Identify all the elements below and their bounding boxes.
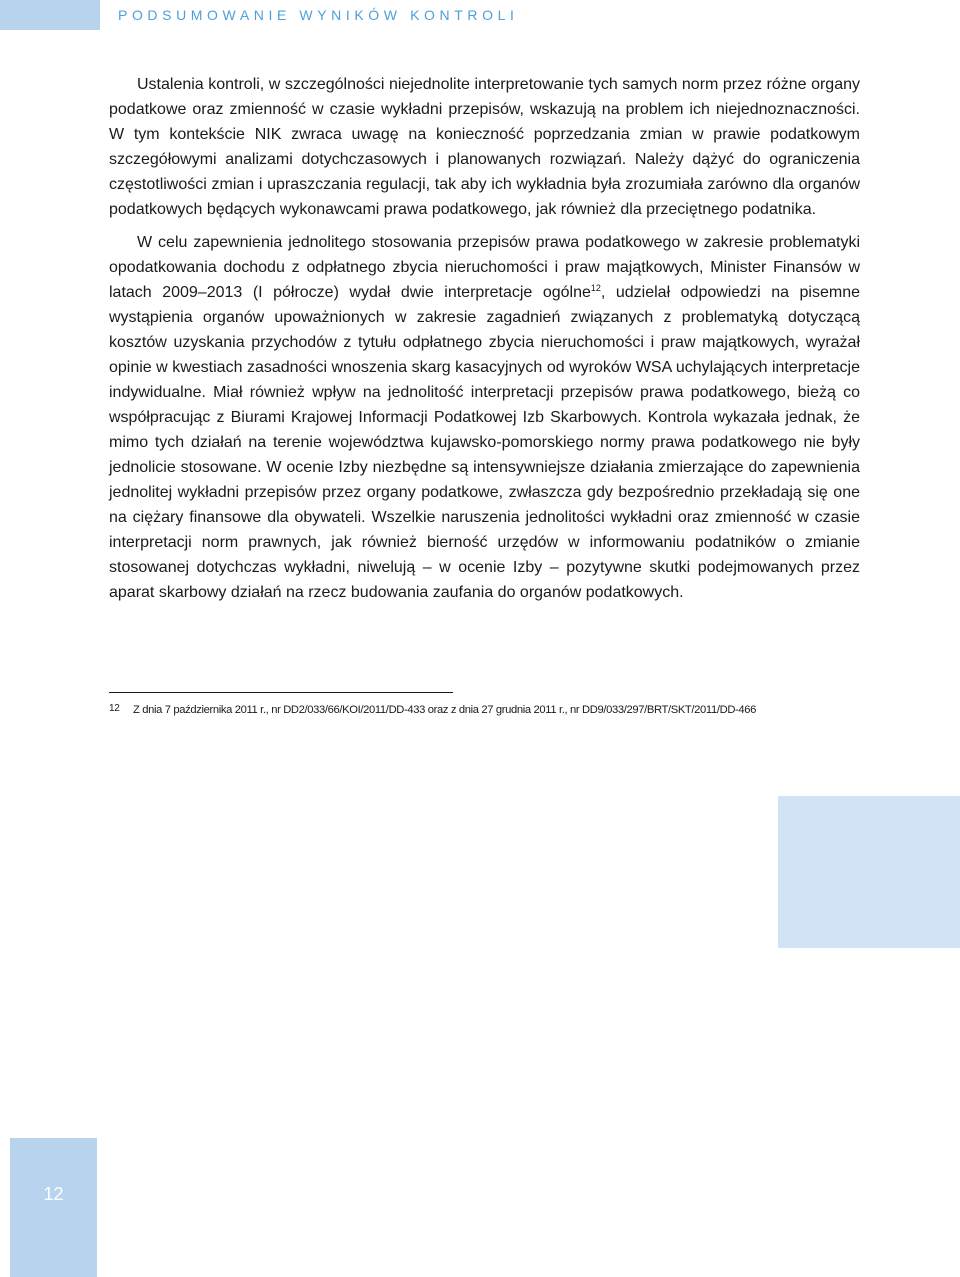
header-color-band xyxy=(0,0,100,30)
footnote-divider xyxy=(109,692,453,693)
paragraph-1: Ustalenia kontroli, w szczególności niejednolite interpretowanie tych samych norm przez różne organy podatkowe oraz zmienność w czasie wykładni przepisów, wskazują na problem ich niejednoznaczności. W tym kontekście NIK zwraca uwagę na konieczność poprzedzania zmian w prawie podatkowym szczegółowymi analizami dotychczasowych i planowanych rozwiązań. Należy dążyć do ograniczenia częstotliwości zmian i upraszczania regulacji, tak aby ich wykładnia była zrozumiała zarówno dla organów podatkowych będących wykonawcami prawa podatkowego, jak również dla przeciętnego podatnika. xyxy=(109,76,860,218)
paragraph-2-text-start: W celu zapewnienia jednolitego stosowania przepisów prawa podatkowego w zakresie problematyki opodatkowania dochodu z odpłatnego zbycia nieruchomości i praw majątkowych, Minister Finansów w latach 2009–2013 (I półrocze) wydał dwie interpretacje ogólne xyxy=(109,234,860,301)
paragraph-2-text-end: , udzielał odpowiedzi na pisemne wystąpienia organów upoważnionych w zakresie zagadnień związanych z problematyką dotyczącą kosztów uzyskania przychodów z tytułu odpłatnego zbycia nieruchomości i praw majątkowych, wyrażał opinie w kwestiach zasadności wnoszenia skarg kasacyjnych od wyroków WSA uchylających interpretacje indywidualne. Miał również wpływ na jednolitość interpretacji przepisów prawa podatkowego, bieżą co współpracując z Biurami Krajowej Informacji Podatkowej Izb Skarbowych. Kontrola wykazała jednak, że mimo tych działań na terenie województwa kujawsko-pomorskiego normy prawa podatkowego nie były jednolicie stosowane. W ocenie Izby niezbędne są intensywniejsze działania zmierzające do zapewnienia jednolitej wykładni przepisów przez organy podatkowe, zwłaszcza gdy bezpośrednio przekładają się one na ciężary finansowe dla obywateli. Wszelkie naruszenia jednolitości wykładni oraz zmienność w czasie interpretacji norm prawnych, jak również bierność urzędów w informowaniu podatników o zmianie stosowanej dotychczas wykładni, niwelują – w ocenie Izby – pozytywne skutki podejmowanych przez aparat skarbowy działań na rzecz budowania zaufania do organów podatkowych. xyxy=(109,284,861,601)
main-text xyxy=(109,72,860,605)
footnote-reference: 12 xyxy=(590,283,601,293)
paragraph-2 xyxy=(109,230,860,605)
footnote-text: Z dnia 7 października 2011 r., nr DD2/033/66/KOI/2011/DD-433 oraz z dnia 27 grudnia 2011 r., nr DD9/033/297/BRT/SKT/2011/DD-466 xyxy=(133,704,757,716)
footnote-number: 12 xyxy=(109,703,120,714)
page-number: 12 xyxy=(43,1184,64,1204)
footnote xyxy=(109,701,869,718)
page-number-tab xyxy=(10,1138,97,1277)
decorative-blue-panel xyxy=(778,796,960,948)
section-header-title: PODSUMOWANIE WYNIKÓW KONTROLI xyxy=(118,7,519,23)
